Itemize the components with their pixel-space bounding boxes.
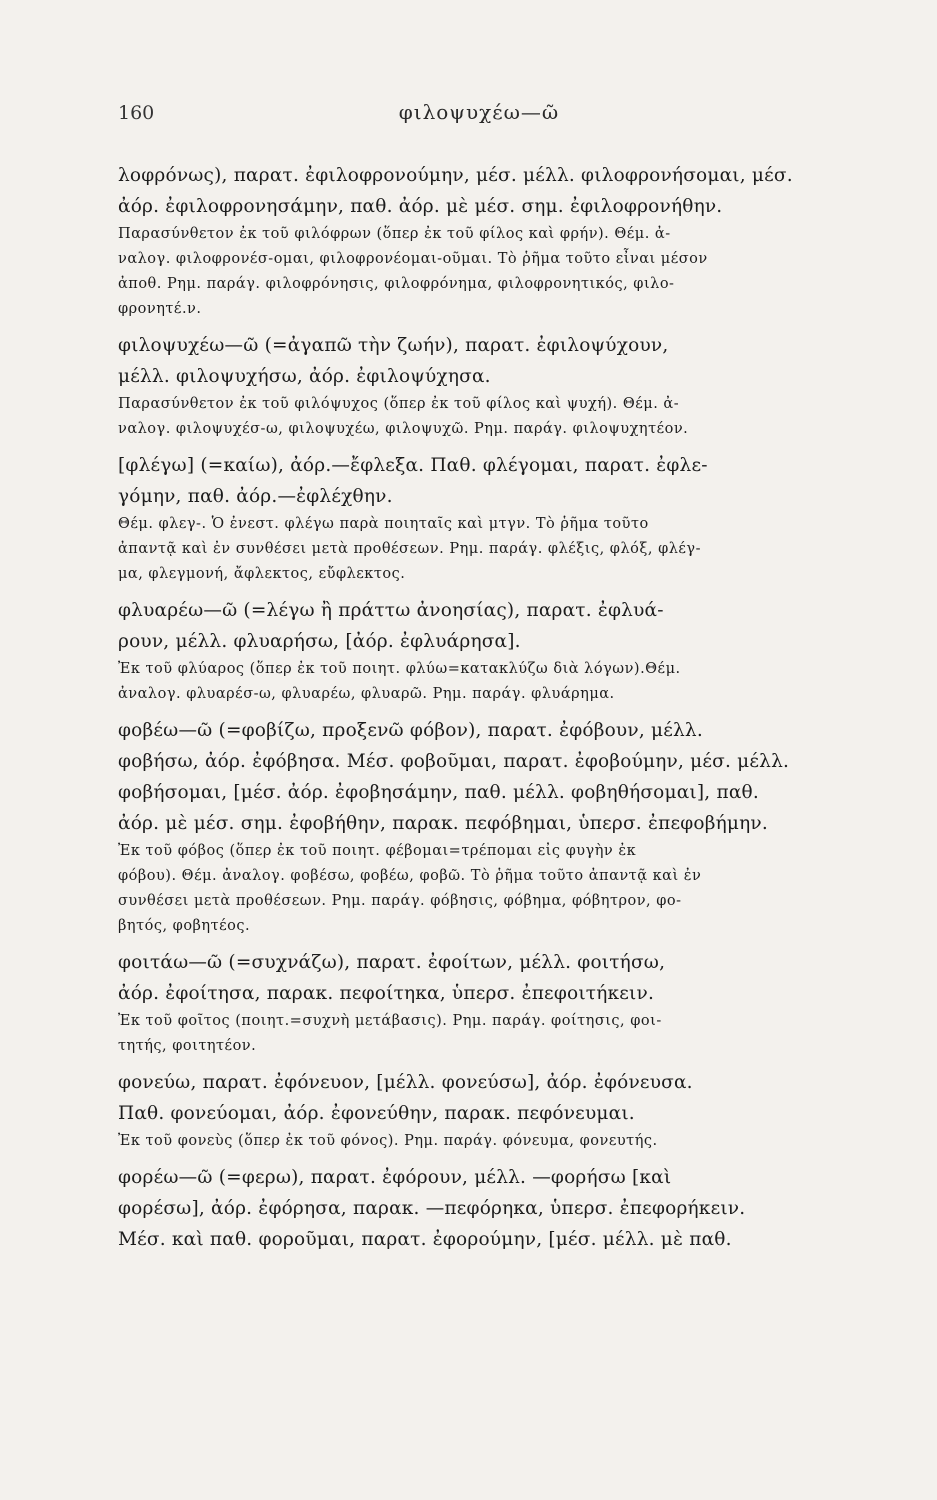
entry-line: λοφρόνως), παρατ. ἐφιλοφρονούμην, μέσ. μέλλ. φιλοφρονήσομαι, μέσ. (118, 165, 793, 186)
dictionary-entry (118, 330, 856, 442)
etymology-line: φρονητέ.ν. (118, 301, 202, 317)
page-header (118, 96, 840, 136)
entry-line: φλυαρέω—ῶ (=λέγω ἢ πράττω ἀνοησίας), παρατ. ἐφλυά- (118, 600, 664, 621)
entry-line: φιλοψυχέω—ῶ (=ἀγαπῶ τὴν ζωήν), παρατ. ἐφιλοψύχουν, (118, 335, 669, 356)
entry-line: ἀόρ. ἐφοίτησα, παρακ. πεφοίτηκα, ὑπερσ. ἐπεφοιτήκειν. (118, 983, 655, 1004)
entry-line: φοιτάω—ῶ (=συχνάζω), παρατ. ἐφοίτων, μέλλ. φοιτήσω, (118, 952, 666, 973)
entry-line: [φλέγω] (=καίω), ἀόρ.—ἔφλεξα. Παθ. φλέγομαι, παρατ. ἐφλε- (118, 455, 708, 476)
etymology-line: βητός, φοβητέος. (118, 918, 251, 934)
entry-line: μέλλ. φιλοψυχήσω, ἀόρ. ἐφιλοψύχησα. (118, 366, 491, 387)
entry-line: φοβήσω, ἀόρ. ἐφόβησα. Μέσ. φοβοῦμαι, παρατ. ἐφοβούμην, μέσ. μέλλ. (118, 751, 790, 772)
etymology-line: Ἐκ τοῦ φονεὺς (ὅπερ ἐκ τοῦ φόνος). Ρημ. παράγ. φόνευμα, φονευτής. (118, 1133, 658, 1149)
dictionary-entry (118, 1067, 856, 1154)
etymology-line: Θέμ. φλεγ-. Ὁ ἐνεστ. φλέγω παρὰ ποιηταῖς καὶ μτγν. Τὸ ῥῆμα τοῦτο (118, 516, 649, 532)
etymology-line: ναλογ. φιλοφρονέσ-ομαι, φιλοφρονέομαι-οῦμαι. Τὸ ῥῆμα τοῦτο εἶναι μέσον (118, 251, 708, 267)
entry-line: φορέσω], ἀόρ. ἐφόρησα, παρακ. —πεφόρηκα, ὑπερσ. ἐπεφορήκειν. (118, 1198, 746, 1219)
etymology-line: Παρασύνθετον ἐκ τοῦ φιλόφρων (ὅπερ ἐκ τοῦ φίλος καὶ φρήν). Θέμ. ἀ- (118, 226, 671, 242)
entry-line: Παθ. φονεύομαι, ἀόρ. ἐφονεύθην, παρακ. πεφόνευμαι. (118, 1103, 635, 1124)
entry-line: Μέσ. καὶ παθ. φοροῦμαι, παρατ. ἐφορούμην, [μέσ. μέλλ. μὲ παθ. (118, 1229, 732, 1250)
dictionary-entry (118, 715, 856, 939)
etymology-line: συνθέσει μετὰ προθέσεων. Ρημ. παράγ. φόβησις, φόβημα, φόβητρον, φο- (118, 893, 682, 909)
dictionary-entry (118, 160, 856, 322)
entry-line: φορέω—ῶ (=φερω), παρατ. ἐφόρουν, μέλλ. —φορήσω [καὶ (118, 1167, 672, 1188)
entry-line: φοβήσομαι, [μέσ. ἀόρ. ἐφοβησάμην, παθ. μέλλ. φοβηθήσομαι], παθ. (118, 782, 759, 803)
entry-line: γόμην, παθ. ἀόρ.—ἐφλέχθην. (118, 486, 393, 507)
dictionary-entry (118, 450, 856, 587)
page-body (118, 160, 856, 1263)
entry-line: ἀόρ. ἐφιλοφρονησάμην, παθ. ἀόρ. μὲ μέσ. σημ. ἐφιλοφρονήθην. (118, 196, 723, 217)
etymology-line: ἀπαντᾷ καὶ ἐν συνθέσει μετὰ προθέσεων. Ρημ. παράγ. φλέξις, φλόξ, φλέγ- (118, 541, 701, 557)
running-title: φιλοψυχέω—ῶ (398, 100, 560, 124)
etymology-line: ἀναλογ. φλυαρέσ-ω, φλυαρέω, φλυαρῶ. Ρημ. παράγ. φλυάρημα. (118, 686, 615, 702)
entry-line: ἀόρ. μὲ μέσ. σημ. ἐφοβήθην, παρακ. πεφόβημαι, ὑπερσ. ἐπεφοβήμην. (118, 813, 768, 834)
entry-line: ρουν, μέλλ. φλυαρήσω, [ἀόρ. ἐφλυάρησα]. (118, 631, 521, 652)
etymology-line: ναλογ. φιλοψυχέσ-ω, φιλοψυχέω, φιλοψυχῶ. Ρημ. παράγ. φιλοψυχητέον. (118, 421, 689, 437)
etymology-line: Παρασύνθετον ἐκ τοῦ φιλόψυχος (ὅπερ ἐκ τοῦ φίλος καὶ ψυχή). Θέμ. ἀ- (118, 396, 680, 412)
dictionary-entry (118, 595, 856, 707)
entry-line: φονεύω, παρατ. ἐφόνευον, [μέλλ. φονεύσω], ἀόρ. ἐφόνευσα. (118, 1072, 693, 1093)
dictionary-entry (118, 947, 856, 1059)
etymology-line: Ἐκ τοῦ φλύαρος (ὅπερ ἐκ τοῦ ποιητ. φλύω=κατακλύζω διὰ λόγων).Θέμ. (118, 661, 681, 677)
etymology-line: Ἐκ τοῦ φοῖτος (ποιητ.=συχνὴ μετάβασις). Ρημ. παράγ. φοίτησις, φοι- (118, 1013, 662, 1029)
etymology-line: τητής, φοιτητέον. (118, 1038, 257, 1054)
dictionary-entry (118, 1162, 856, 1255)
etymology-line: ἀποθ. Ρημ. παράγ. φιλοφρόνησις, φιλοφρόνημα, φιλοφρονητικός, φιλο- (118, 276, 675, 292)
page-number: 160 (118, 102, 155, 124)
entry-line: φοβέω—ῶ (=φοβίζω, προξενῶ φόβον), παρατ. ἐφόβουν, μέλλ. (118, 720, 703, 741)
etymology-line: μα, φλεγμονή, ἄφλεκτος, εὔφλεκτος. (118, 566, 406, 582)
etymology-line: φόβου). Θέμ. ἀναλογ. φοβέσω, φοβέω, φοβῶ. Τὸ ῥῆμα τοῦτο ἀπαντᾷ καὶ ἐν (118, 868, 702, 884)
etymology-line: Ἐκ τοῦ φόβος (ὅπερ ἐκ τοῦ ποιητ. φέβομαι=τρέπομαι εἰς φυγὴν ἐκ (118, 843, 637, 859)
